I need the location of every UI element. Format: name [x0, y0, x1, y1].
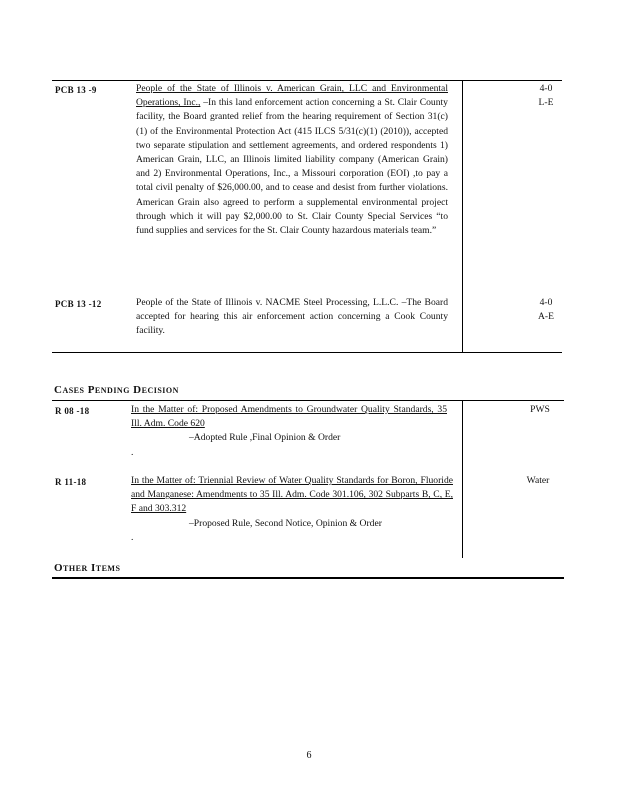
- pending-top-rule: [52, 400, 564, 401]
- page-number: 6: [306, 750, 312, 761]
- other-bottom-rule: [52, 577, 564, 579]
- action-code: L-E: [538, 97, 554, 108]
- action-code: A-E: [538, 311, 554, 322]
- table-bottom-rule: [52, 352, 562, 353]
- case-status: –Adopted Rule ,Final Opinion & Order: [189, 432, 341, 444]
- case-number: PCB 13 -12: [55, 299, 102, 309]
- case-title: In the Matter of: Proposed Amendments to Groundwater Quality Standards, 35 Ill. Adm. Code 620: [131, 404, 447, 430]
- case-dot: .: [131, 446, 134, 458]
- case-number: R 11-18: [55, 477, 87, 487]
- case-number: PCB 13 -9: [55, 85, 97, 95]
- table-column-divider-pending: [462, 400, 463, 558]
- vote-count: 4-0: [539, 297, 553, 308]
- case-description: [131, 474, 453, 545]
- case-body: –In this land enforcement action concerning a St. Clair County facility, the Board granted relief from the hearing requirement of Section 31(c)(1) of the Environmental Protection Act (415 ILCS 5/31(c)(1) (2010)), accepted two separate stipulation and settlement agreements, and ordered respondents 1) American Grain, LLC, an Illinois limited liability company (American Grain) and 2) Environmental Operations, Inc., a Missouri corporation (EOI) ,to pay a total civil penalty of $26,000.00, and to cease and desist from further violations. American Grain also agreed to perform a supplemental environmental project through which it will pay $2,000.00 to St. Clair County Special Services “to fund supplies and services for the St. Clair County hazardous materials team.”: [136, 97, 448, 237]
- case-status: –Proposed Rule, Second Notice, Opinion & Order: [189, 517, 382, 529]
- case-body: People of the State of Illinois v. NACME Steel Processing, L.L.C. –The Board accepted for hearing this air enforcement action concerning a Cook County facility.: [136, 297, 448, 337]
- case-title: People of the State of Illinois v. American Grain, LLC and Environmental Operations, Inc.,: [136, 83, 448, 109]
- section-heading-other: Other Items: [54, 562, 121, 574]
- case-type: PWS: [530, 404, 550, 415]
- case-type: Water: [526, 475, 550, 486]
- case-description: [136, 82, 448, 238]
- vote-count: 4-0: [539, 83, 553, 94]
- case-description: [131, 403, 447, 460]
- case-number: R 08 -18: [55, 406, 90, 416]
- table-column-divider-top: [462, 80, 463, 353]
- section-heading-pending: Cases Pending Decision: [54, 384, 179, 396]
- case-title: In the Matter of: Triennial Review of Water Quality Standards for Boron, Fluoride and Manganese: Amendments to 35 Ill. Adm. Code 301.106, 302 Subparts B, C, E, F and 303.312: [131, 475, 453, 515]
- case-dot: .: [131, 531, 134, 543]
- table-top-rule: [52, 80, 562, 81]
- case-description: [136, 296, 448, 339]
